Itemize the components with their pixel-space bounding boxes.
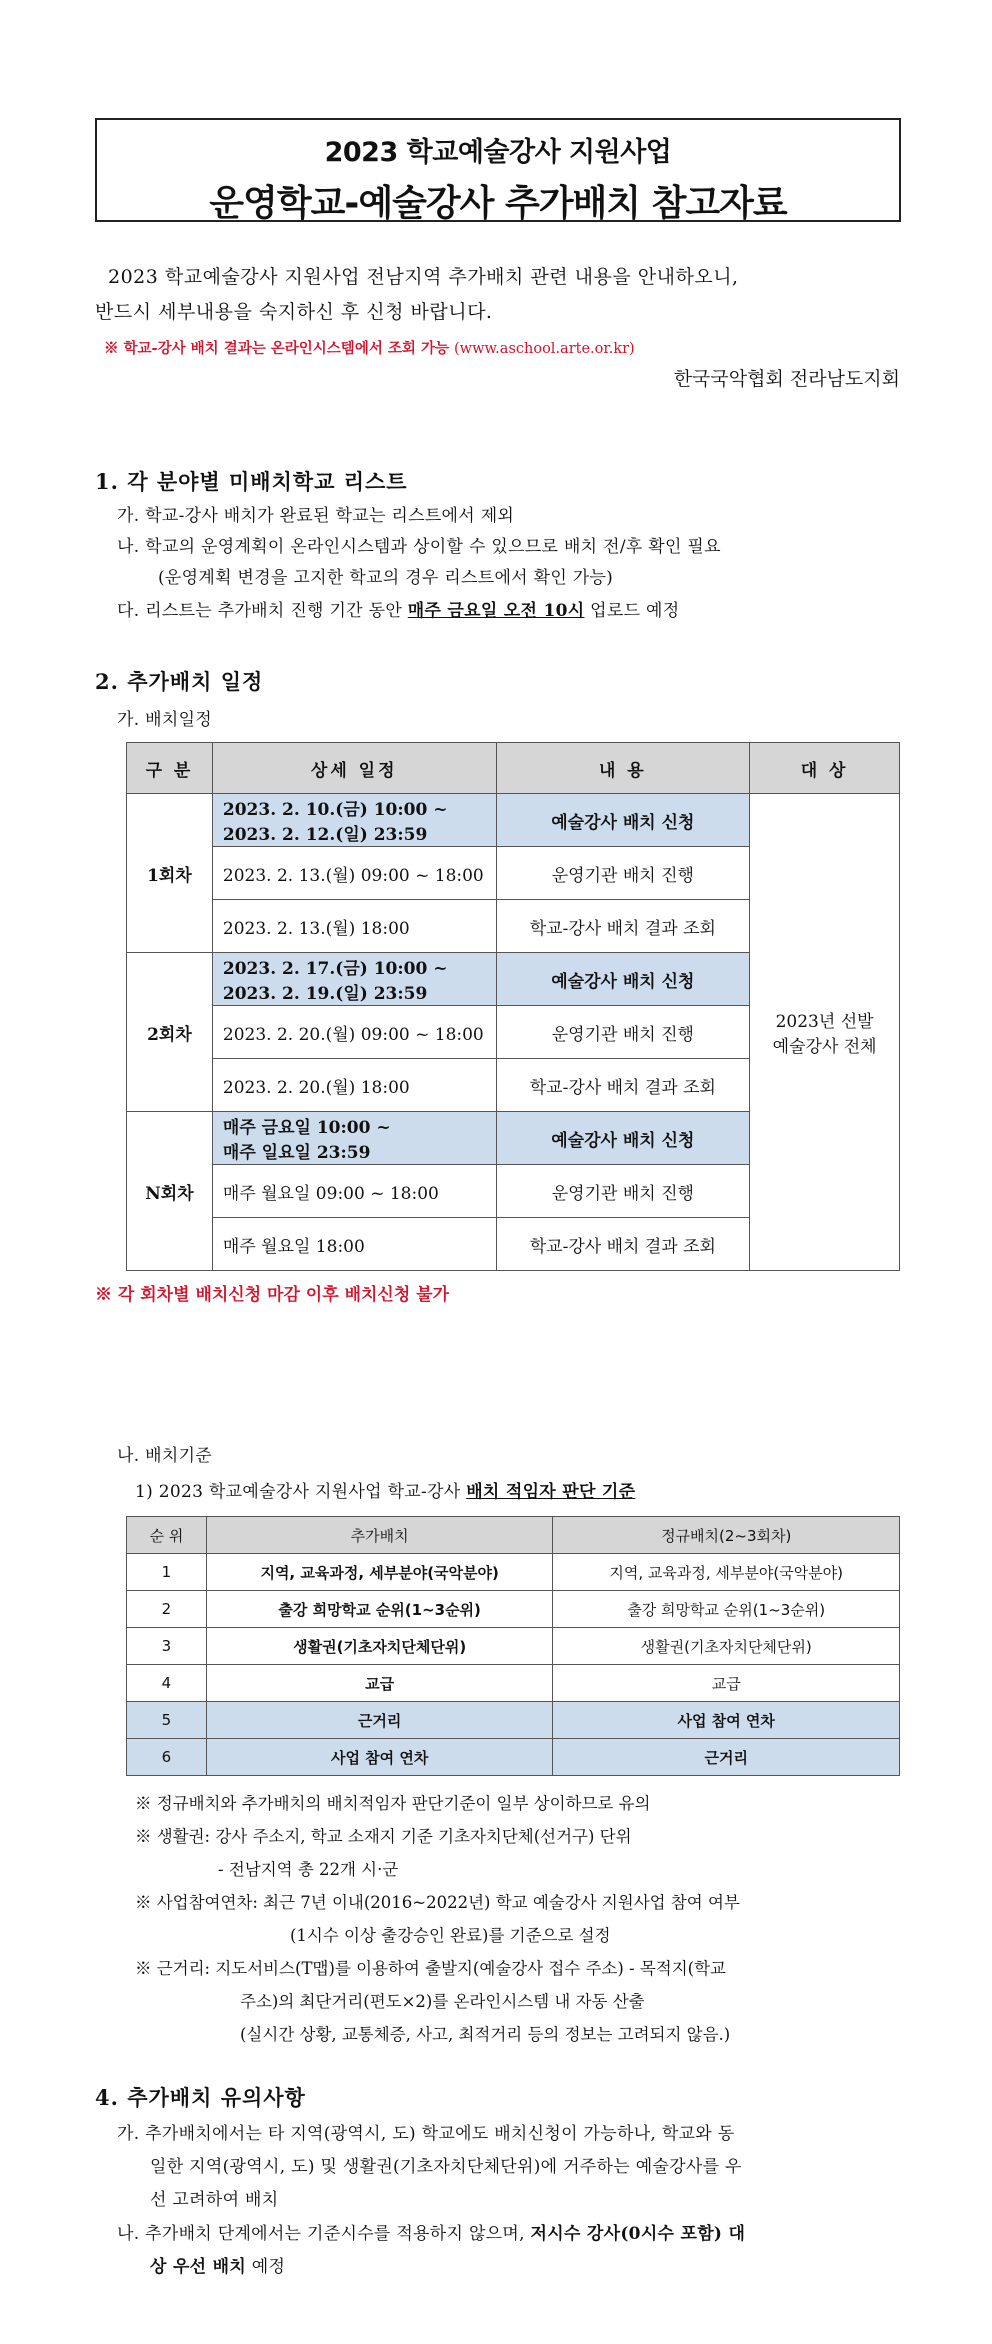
schedule-content: 학교-강사 배치 결과 조회 — [496, 900, 750, 953]
round-name: 2회차 — [127, 953, 213, 1112]
schedule-header: 상세 일정 — [212, 743, 496, 794]
intro-line-1: 2023 학교예술강사 지원사업 전남지역 추가배치 관련 내용을 안내하오니, — [108, 266, 739, 288]
section-1-item-b-note: (운영계획 변경을 고지한 학교의 경우 리스트에서 확인 가능) — [158, 568, 614, 588]
schedule-date — [212, 953, 496, 1006]
schedule-date — [212, 1112, 496, 1165]
schedule-date: 매주 월요일 18:00 — [212, 1218, 496, 1271]
item-c-pre: 다. 리스트는 추가배치 진행 기간 동안 — [117, 601, 408, 621]
criteria-note-2: ※ 생활권: 강사 주소지, 학교 소재지 기준 기초자치단체(선거구) 단위 — [135, 1827, 632, 1846]
target-line: 2023년 선발 — [775, 1012, 874, 1032]
criteria-additional: 근거리 — [206, 1702, 553, 1739]
section-4-item-b-line-2 — [150, 2252, 285, 2277]
date-line: 2023. 2. 12.(일) 23:59 — [222, 825, 428, 845]
criteria-note-3: ※ 사업참여연차: 최근 7년 이내(2016~2022년) 학교 예술강사 지원사업 참여 여부 — [135, 1893, 740, 1912]
table-row — [127, 1702, 900, 1739]
schedule-content: 학교-강사 배치 결과 조회 — [496, 1218, 750, 1271]
criteria-title-emphasis: 배치 적임자 판단 기준 — [466, 1482, 636, 1502]
criteria-header: 추가배치 — [206, 1517, 553, 1554]
criteria-rank: 6 — [127, 1739, 207, 1776]
date-line: 매주 금요일 10:00 ~ — [222, 1118, 391, 1138]
section-4-item-a-line-2: 일한 지역(광역시, 도) 및 생활권(기초자치단체단위)에 거주하는 예술강사를 우 — [150, 2157, 742, 2177]
table-row — [127, 1665, 900, 1702]
schedule-header-row — [127, 743, 900, 794]
criteria-regular: 근거리 — [553, 1739, 900, 1776]
criteria-note-4b: 주소)의 최단거리(편도×2)를 온라인시스템 내 자동 산출 — [240, 1992, 645, 2011]
criteria-header: 순 위 — [127, 1517, 207, 1554]
item-b-pre: 나. 추가배치 단계에서는 기준시수를 적용하지 않으며, — [117, 2224, 531, 2244]
criteria-rank: 1 — [127, 1554, 207, 1591]
round-name: N회차 — [127, 1112, 213, 1271]
intro-line-2: 반드시 세부내용을 숙지하신 후 신청 바랍니다. — [95, 301, 493, 323]
schedule-target — [750, 794, 900, 1271]
schedule-header: 내 용 — [496, 743, 750, 794]
section-1-item-b: 나. 학교의 운영계획이 온라인시스템과 상이할 수 있으므로 배치 전/후 확인 필요 — [117, 537, 721, 557]
schedule-header: 대 상 — [750, 743, 900, 794]
schedule-date — [212, 794, 496, 847]
criteria-title — [135, 1477, 635, 1502]
deadline-note: ※ 각 회차별 배치신청 마감 이후 배치신청 불가 — [95, 1285, 450, 1305]
criteria-header: 정규배치(2~3회차) — [553, 1517, 900, 1554]
table-row — [127, 1739, 900, 1776]
schedule-content: 학교-강사 배치 결과 조회 — [496, 1059, 750, 1112]
criteria-header-row — [127, 1517, 900, 1554]
criteria-title-pre: 1) 2023 학교예술강사 지원사업 학교-강사 — [135, 1482, 467, 1502]
criteria-regular: 교급 — [553, 1665, 900, 1702]
notice-url: (www.aschool.arte.or.kr) — [454, 341, 635, 357]
schedule-date: 2023. 2. 20.(월) 18:00 — [212, 1059, 496, 1112]
criteria-note-4c: (실시간 상황, 교통체증, 사고, 최적거리 등의 정보는 고려되지 않음.) — [240, 2025, 731, 2044]
criteria-regular: 지역, 교육과정, 세부분야(국악분야) — [553, 1554, 900, 1591]
criteria-subheading: 나. 배치기준 — [117, 1446, 213, 1466]
criteria-additional: 지역, 교육과정, 세부분야(국악분야) — [206, 1554, 553, 1591]
criteria-regular: 출강 희망학교 순위(1~3순위) — [553, 1591, 900, 1628]
criteria-additional: 사업 참여 연차 — [206, 1739, 553, 1776]
section-1-heading: 1. 각 분야별 미배치학교 리스트 — [95, 469, 408, 494]
date-line: 매주 일요일 23:59 — [222, 1143, 371, 1163]
schedule-content: 예술강사 배치 신청 — [496, 953, 750, 1006]
criteria-rank: 3 — [127, 1628, 207, 1665]
notice-text: ※ 학교-강사 배치 결과는 온라인시스템에서 조회 가능 — [104, 340, 449, 357]
criteria-note-3b: (1시수 이상 출강승인 완료)를 기준으로 설정 — [290, 1926, 611, 1945]
section-2-heading: 2. 추가배치 일정 — [95, 669, 264, 694]
table-row — [127, 794, 900, 847]
date-line: 2023. 2. 10.(금) 10:00 ~ — [222, 800, 448, 820]
title-box — [95, 118, 901, 222]
item-c-post: 업로드 예정 — [584, 601, 680, 621]
schedule-content: 예술강사 배치 신청 — [496, 794, 750, 847]
criteria-note-1: ※ 정규배치와 추가배치의 배치적임자 판단기준이 일부 상이하므로 유의 — [135, 1794, 651, 1813]
criteria-additional: 교급 — [206, 1665, 553, 1702]
schedule-content: 운영기관 배치 진행 — [496, 847, 750, 900]
criteria-rank: 4 — [127, 1665, 207, 1702]
date-line: 2023. 2. 19.(일) 23:59 — [222, 984, 428, 1004]
section-4-item-b-line-1 — [117, 2219, 745, 2244]
criteria-table — [126, 1516, 900, 1776]
schedule-subheading: 가. 배치일정 — [117, 710, 213, 730]
criteria-note-2b: - 전남지역 총 22개 시·군 — [218, 1860, 399, 1879]
schedule-header: 구 분 — [127, 743, 213, 794]
table-row — [127, 1554, 900, 1591]
section-1-item-c — [117, 596, 680, 621]
section-4-heading: 4. 추가배치 유의사항 — [95, 2085, 306, 2110]
organization-name: 한국국악협회 전라남도지회 — [673, 368, 900, 390]
schedule-date: 매주 월요일 09:00 ~ 18:00 — [212, 1165, 496, 1218]
section-4-item-a-line-1: 가. 추가배치에서는 타 지역(광역시, 도) 학교에도 배치신청이 가능하나, 학교와 동 — [117, 2124, 735, 2144]
item-b-post: 예정 — [246, 2257, 286, 2277]
schedule-date: 2023. 2. 13.(월) 18:00 — [212, 900, 496, 953]
criteria-additional: 출강 희망학교 순위(1~3순위) — [206, 1591, 553, 1628]
item-b-emphasis-2: 상 우선 배치 — [150, 2257, 247, 2277]
criteria-rank: 2 — [127, 1591, 207, 1628]
schedule-date: 2023. 2. 13.(월) 09:00 ~ 18:00 — [212, 847, 496, 900]
round-name: 1회차 — [127, 794, 213, 953]
item-b-emphasis: 저시수 강사(0시수 포함) 대 — [530, 2224, 746, 2244]
notice-line — [104, 337, 635, 358]
schedule-table — [126, 742, 900, 1271]
table-row — [127, 1591, 900, 1628]
schedule-content: 운영기관 배치 진행 — [496, 1006, 750, 1059]
schedule-content: 운영기관 배치 진행 — [496, 1165, 750, 1218]
section-1-item-a: 가. 학교-강사 배치가 완료된 학교는 리스트에서 제외 — [117, 506, 515, 526]
schedule-date: 2023. 2. 20.(월) 09:00 ~ 18:00 — [212, 1006, 496, 1059]
date-line: 2023. 2. 17.(금) 10:00 ~ — [222, 959, 448, 979]
target-line: 예술강사 전체 — [772, 1037, 877, 1057]
criteria-regular: 사업 참여 연차 — [553, 1702, 900, 1739]
title-line-2: 운영학교-예술강사 추가배치 참고자료 — [209, 183, 787, 224]
criteria-additional: 생활권(기초자치단체단위) — [206, 1628, 553, 1665]
criteria-regular: 생활권(기초자치단체단위) — [553, 1628, 900, 1665]
title-line-1: 2023 학교예술강사 지원사업 — [324, 137, 672, 168]
criteria-note-4: ※ 근거리: 지도서비스(T맵)를 이용하여 출발지(예술강사 접수 주소) - 목적지(학교 — [135, 1959, 726, 1978]
criteria-rank: 5 — [127, 1702, 207, 1739]
item-c-emphasis: 매주 금요일 오전 10시 — [407, 601, 585, 621]
table-row — [127, 1628, 900, 1665]
schedule-content: 예술강사 배치 신청 — [496, 1112, 750, 1165]
section-4-item-a-line-3: 선 고려하여 배치 — [150, 2190, 279, 2210]
